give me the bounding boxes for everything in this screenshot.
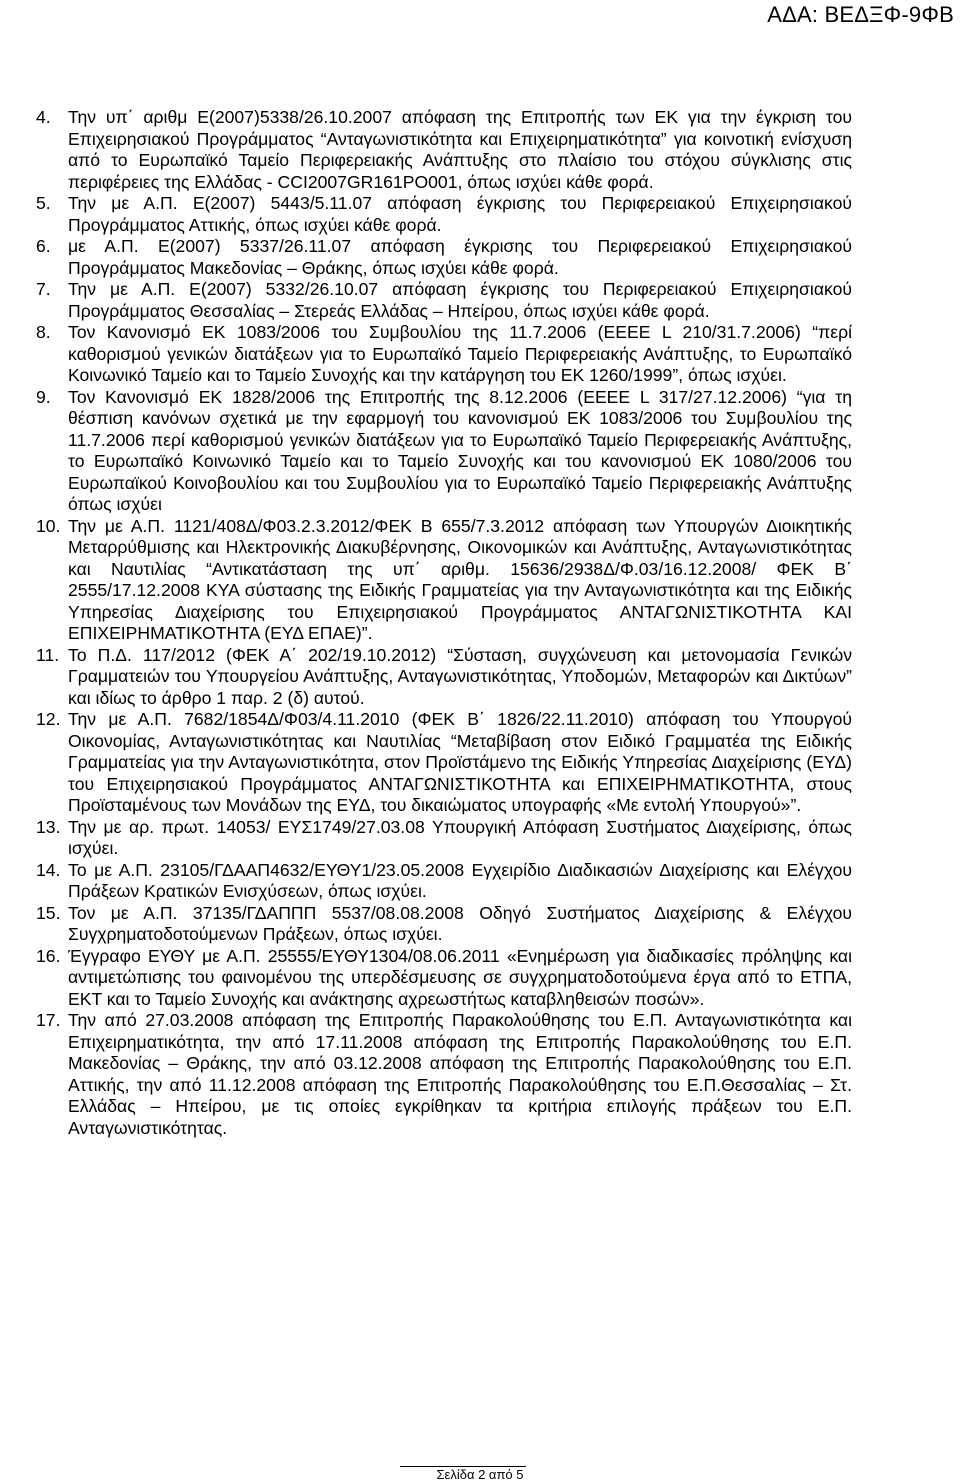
item-text: Το Π.Δ. 117/2012 (ΦΕΚ Α΄ 202/19.10.2012) “Σύσταση, συγχώνευση και μετονομασία Γενικών Γραμματειών του Υπουργείου Ανάπτυξης, Ανταγωνιστικότητας, Υποδομών, Μεταφορών και Δικτύων” και ιδίως το άρθρο 1 παρ. 2 (δ) αυτού. xyxy=(68,644,852,708)
item-number: 9. xyxy=(36,386,51,407)
item-text: με Α.Π. Ε(2007) 5337/26.11.07 απόφαση έγκρισης του Περιφερειακού Επιχειρησιακού Προγράμματος Μακεδονίας – Θράκης, όπως ισχύει κάθε φορά. xyxy=(68,236,852,278)
item-number: 16. xyxy=(36,945,61,966)
item-text: Έγγραφο ΕΥΘΥ με Α.Π. 25555/ΕΥΘΥ1304/08.06.2011 «Ενημέρωση για διαδικασίες πρόληψης και αντιμετώπισης του φαινομένου της υπερδέσμευσης σε συγχρηματοδοτούμενα έργα από το ΕΤΠΑ, ΕΚΤ και το Ταμείο Συνοχής και ανάκτησης αχρεωστήτως καταβληθεισών ποσών». xyxy=(68,945,852,1009)
item-text: Την με Α.Π. 1121/408Δ/Φ03.2.3.2012/ΦΕΚ Β 655/7.3.2012 απόφαση των Υπουργών Διοικητικής Μεταρρύθμισης και Ηλεκτρονικής Διακυβέρνησης, Οικονομικών και Ανάπτυξης, Ανταγωνιστικότητας και Ναυτιλίας “Αντικατάσταση της υπ΄ αριθμ. 15636/2938Δ/Φ.03/16.12.2008/ ΦΕΚ Β΄ 2555/17.12.2008 ΚΥΑ σύστασης της Ειδικής Γραμματείας για την Ανταγωνιστικότητα και της Ειδικής Υπηρεσίας Διαχείρισης του Επιχειρησιακού Προγράμματος ΑΝΤΑΓΩΝΙΣΤΙΚΟΤΗΤΑ ΚΑΙ ΕΠΙΧΕΙΡΗΜΑΤΙΚΟΤΗΤΑ (ΕΥΔ ΕΠΑΕ)”. xyxy=(68,515,852,643)
list-item xyxy=(36,322,852,387)
item-text: Τον με Α.Π. 37135/ΓΔΑΠΠΠ 5537/08.08.2008 Οδηγό Συστήματος Διαχείρισης & Ελέγχου Συγχρηματοδοτούμενων Πράξεων, όπως ισχύει. xyxy=(68,902,852,944)
list-item xyxy=(36,279,852,322)
item-number: 14. xyxy=(36,859,61,880)
item-number: 7. xyxy=(36,279,51,299)
list-item xyxy=(36,387,852,516)
item-number: 11. xyxy=(36,644,60,665)
item-number: 17. xyxy=(36,1010,61,1030)
list-item xyxy=(36,817,852,860)
item-number: 13. xyxy=(36,816,61,837)
item-text: Την με Α.Π. Ε(2007) 5443/5.11.07 απόφαση έγκρισης του Περιφερειακού Επιχειρησιακού Προγράμματος Αττικής, όπως ισχύει κάθε φορά. xyxy=(68,193,852,235)
item-text: Την με αρ. πρωτ. 14053/ ΕΥΣ1749/27.03.08 Υπουργική Απόφαση Συστήματος Διαχείρισης, όπως ισχύει. xyxy=(68,816,852,858)
item-text: Τον Κανονισμό ΕΚ 1828/2006 της Επιτροπής της 8.12.2006 (ΕΕΕΕ L 317/27.12.2006) “για τη θέσπιση κανόνων σχετικά με την εφαρμογή του κανονισμού ΕΚ 1083/2006 του Συμβουλίου της 11.7.2006 περί καθορισμού γενικών διατάξεων για το Ευρωπαϊκό Ταμείο Περιφερειακής Ανάπτυξης, το Ευρωπαϊκό Κοινωνικό Ταμείο και το Ταμείο Συνοχής και του κανονισμού ΕΚ 1080/2006 του Ευρωπαϊκού Κοινοβουλίου και του Συμβουλίου για το Ευρωπαϊκό Ταμείο Περιφερειακής Ανάπτυξης όπως ισχύει xyxy=(68,386,852,514)
item-number: 12. xyxy=(36,709,61,729)
list-item xyxy=(36,946,852,1011)
list-item xyxy=(36,903,852,946)
list-item xyxy=(36,107,852,193)
item-text: Την με Α.Π. Ε(2007) 5332/26.10.07 απόφαση έγκρισης του Περιφερειακού Επιχειρησιακού Προγράμματος Θεσσαλίας – Στερεάς Ελλάδας – Ηπείρου, όπως ισχύει κάθε φορά. xyxy=(68,279,852,321)
item-number: 8. xyxy=(36,322,51,342)
item-number: 4. xyxy=(36,107,51,127)
item-number: 15. xyxy=(36,902,61,923)
item-text: Την με Α.Π. 7682/1854Δ/Φ03/4.11.2010 (ΦΕΚ Β΄ 1826/22.11.2010) απόφαση του Υπουργού Οικονομίας, Ανταγωνιστικότητας και Ναυτιλίας “Μεταβίβαση στον Ειδικό Γραμματέα της Ειδικής Γραμματείας για την Ανταγωνιστικότητα, στον Προϊστάμενο της Ειδικής Υπηρεσίας Διαχείρισης (ΕΥΔ) του Επιχειρησιακού Προγράμματος ΑΝΤΑΓΩΝΙΣΤΙΚΟΤΗΤΑ και ΕΠΙΧΕΙΡΗΜΑΤΙΚΟΤΗΤΑ, στους Προϊσταμένους των Μονάδων της ΕΥΔ, του δικαιώματος υπογραφής «Με εντολή Υπουργού»”. xyxy=(68,709,852,815)
item-text: Την υπ΄ αριθμ Ε(2007)5338/26.10.2007 απόφαση της Επιτροπής των ΕΚ για την έγκριση του Επιχειρησιακού Προγράμματος “Ανταγωνιστικότητα και Επιχειρηματικότητα” για κοινοτική ενίσχυση από το Ευρωπαϊκό Ταμείο Περιφερειακής Ανάπτυξης στο πλαίσιο του στόχου σύγκλισης στις περιφέρειες της Ελλάδας - CCI2007GR161PO001, όπως ισχύει κάθε φορά. xyxy=(68,107,852,192)
list-item xyxy=(36,236,852,279)
page-number: Σελίδα 2 από 5 xyxy=(436,1467,524,1482)
list-item xyxy=(36,709,852,817)
list-item xyxy=(36,1010,852,1139)
list-item xyxy=(36,516,852,645)
item-text: Την από 27.03.2008 απόφαση της Επιτροπής Παρακολούθησης του Ε.Π. Ανταγωνιστικότητα και Επιχειρηματικότητα, την από 17.11.2008 απόφαση της Επιτροπής Παρακολούθησης του Ε.Π. Μακεδονίας – Θράκης, την από 03.12.2008 απόφαση της Επιτροπής Παρακολούθησης του Ε.Π. Αττικής, την από 11.12.2008 απόφαση της Επιτροπής Παρακολούθησης του Ε.Π.Θεσσαλίας – Στ. Ελλάδας – Ηπείρου, με τις οποίες εγκρίθηκαν τα κριτήρια επιλογής πράξεων του Ε.Π. Ανταγωνιστικότητας. xyxy=(68,1010,852,1138)
list-item xyxy=(36,193,852,236)
list-item xyxy=(36,860,852,903)
item-number: 10. xyxy=(36,515,61,536)
ada-code: ΑΔΑ: ΒΕΔΞΦ-9ΦΒ xyxy=(767,2,954,27)
recitals-list xyxy=(36,107,852,1139)
list-item xyxy=(36,645,852,710)
item-text: Τον Κανονισμό ΕΚ 1083/2006 του Συμβουλίου της 11.7.2006 (ΕΕΕΕ L 210/31.7.2006) “περί καθορισμού γενικών διατάξεων για το Ευρωπαϊκό Ταμείο Περιφερειακής Ανάπτυξης, το Ευρωπαϊκό Κοινωνικό Ταμείο και το Ταμείο Συνοχής και την κατάργηση του ΕΚ 1260/1999”, όπως ισχύει. xyxy=(68,322,852,385)
item-number: 6. xyxy=(36,236,51,256)
item-text: Το με Α.Π. 23105/ΓΔΑΑΠ4632/ΕΥΘΥ1/23.05.2008 Εγχειρίδιο Διαδικασιών Διαχείρισης και Ελέγχου Πράξεων Κρατικών Ενισχύσεων, όπως ισχύει. xyxy=(68,859,852,901)
item-number: 5. xyxy=(36,193,51,213)
